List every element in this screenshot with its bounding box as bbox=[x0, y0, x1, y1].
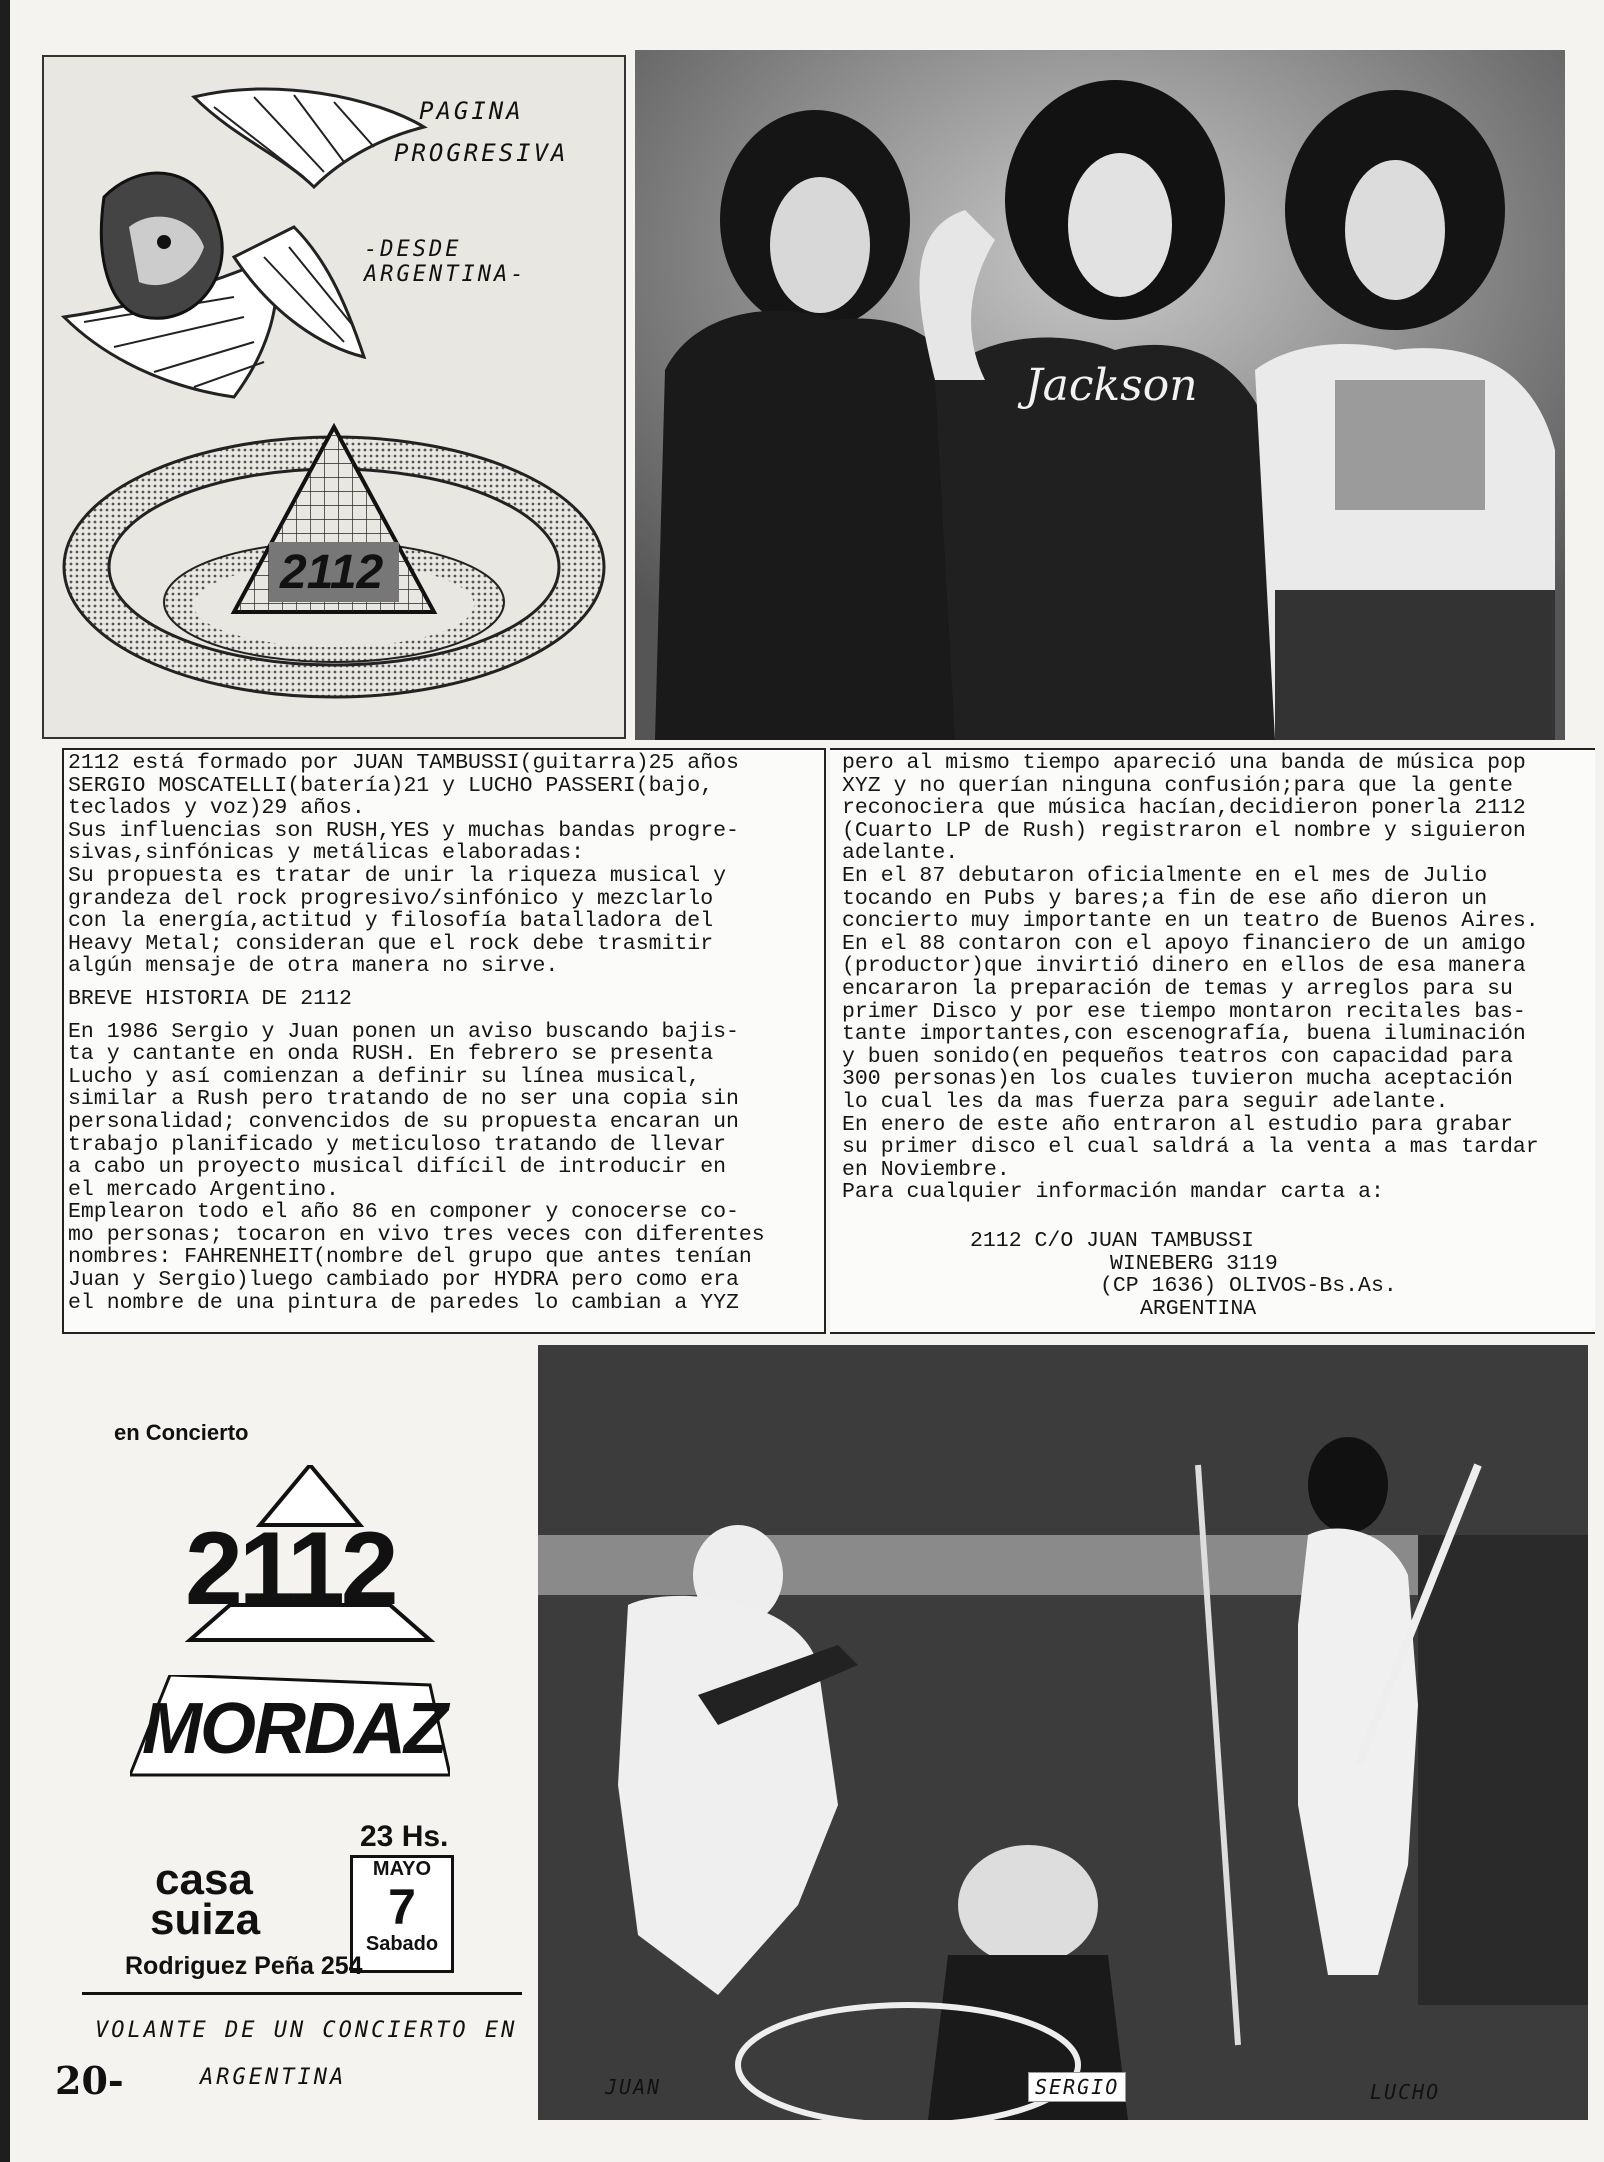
concert-time: 23 Hs. bbox=[360, 1820, 449, 1853]
article-line: Sus influencias son RUSH,YES y muchas bandas progre- bbox=[68, 818, 739, 843]
article-line: el mercado Argentino. bbox=[68, 1177, 339, 1202]
logo-2112-text: 2112 bbox=[280, 546, 384, 599]
article-line: y buen sonido(en pequeños teatros con capacidad para bbox=[842, 1044, 1513, 1069]
page-number: 20- bbox=[55, 2058, 124, 2103]
article-line: En el 87 debutaron oficialmente en el mes de Julio bbox=[842, 863, 1488, 888]
concert-flyer bbox=[80, 1360, 530, 2000]
article-line: Lucho y así comienzan a definir su línea musical, bbox=[68, 1064, 701, 1089]
article-line: en Noviembre. bbox=[842, 1157, 1010, 1182]
article-line: primer Disco y por ese tiempo montaron recitales bas- bbox=[842, 999, 1526, 1024]
article-line: reconociera que música hacían,decidieron ponerla 2112 bbox=[842, 796, 1526, 821]
venue-address: Rodriguez Peña 254 bbox=[125, 1952, 363, 1980]
article-line: similar a Rush pero tratando de no ser una copia sin bbox=[68, 1087, 739, 1112]
venue-name-line1: casa bbox=[155, 1855, 253, 1904]
in-concert-label: en Concierto bbox=[114, 1420, 249, 1445]
flyer-band-name: 2112 bbox=[185, 1511, 395, 1627]
volante-caption-line1: VOLANTE DE UN CONCIERTO EN bbox=[95, 2018, 518, 2043]
date-weekday: Sabado bbox=[365, 1933, 439, 1955]
article-line: Juan y Sergio)luego cambiado por HYDRA pero como era bbox=[68, 1268, 739, 1293]
article-left-text bbox=[68, 752, 822, 1314]
venue-name-line2: suiza bbox=[150, 1895, 261, 1944]
article-line: 2112 está formado por JUAN TAMBUSSI(guitarra)25 años bbox=[68, 751, 739, 775]
article-line: adelante. bbox=[842, 841, 959, 866]
article-line: lo cual les da mas fuerza para seguir adelante. bbox=[842, 1089, 1449, 1114]
article-line: Su propuesta es tratar de unir la riqueza musical y bbox=[68, 863, 727, 888]
article-line: En enero de este año entraron al estudio para grabar bbox=[842, 1112, 1513, 1137]
caption-sergio: SERGIO bbox=[1028, 2072, 1126, 2102]
logo-panel bbox=[42, 55, 626, 739]
article-line: su primer disco el cual saldrá a la venta a mas tardar bbox=[842, 1135, 1539, 1160]
article-line: En el 88 contaron con el apoyo financiero de un amigo bbox=[842, 931, 1526, 956]
address-line: WINEBERG 3119 bbox=[1110, 1251, 1278, 1276]
date-box bbox=[350, 1855, 454, 1973]
article-line: XYZ y no querían ninguna confusión;para que la gente bbox=[842, 773, 1513, 798]
article-line: concierto muy importante en un teatro de Buenos Aires. bbox=[842, 909, 1539, 934]
article-line: grandeza del rock progresivo/sinfónico y mezclarlo bbox=[68, 886, 714, 911]
article-line: Emplearon todo el año 86 en componer y conocerse co- bbox=[68, 1200, 739, 1225]
article-line: sivas,sinfónicas y metálicas elaboradas: bbox=[68, 841, 585, 866]
article-line: encararon la preparación de temas y arreglos para su bbox=[842, 976, 1513, 1001]
article-right-text bbox=[842, 752, 1592, 1204]
article-line: Para cualquier información mandar carta a: bbox=[842, 1180, 1384, 1205]
article-line: personalidad; convencidos de su propuesta encaran un bbox=[68, 1109, 739, 1134]
flyer-divider bbox=[82, 1992, 522, 1995]
band-photo bbox=[635, 50, 1565, 740]
article-line: algún mensaje de otra manera no sirve. bbox=[68, 954, 559, 979]
band-photo-image bbox=[635, 50, 1565, 740]
article-line: En 1986 Sergio y Juan ponen un aviso buscando bajis- bbox=[68, 1019, 739, 1044]
article-line: 300 personas)en los cuales tuvieron mucha aceptación bbox=[842, 1067, 1513, 1092]
article-line: trabajo planificado y meticuloso tratando de llevar bbox=[68, 1132, 727, 1157]
article-line: con la energía,actitud y filosofía batalladora del bbox=[68, 909, 714, 934]
article-line: el nombre de una pintura de paredes lo cambian a YYZ bbox=[68, 1290, 739, 1315]
article-line: Heavy Metal; consideran que el rock debe trasmitir bbox=[68, 931, 714, 956]
page-subtitle: -DESDE ARGENTINA- bbox=[364, 237, 527, 287]
date-day: 7 bbox=[388, 1879, 416, 1935]
address-line: 2112 C/O JUAN TAMBUSSI bbox=[970, 1229, 1254, 1253]
article-line: tocando en Pubs y bares;a fin de ese año dieron un bbox=[842, 886, 1488, 911]
address-line: (CP 1636) OLIVOS-Bs.As. bbox=[1100, 1274, 1397, 1299]
article-line: a cabo un proyecto musical difícil de introducir en bbox=[68, 1155, 727, 1180]
caption-lucho: LUCHO bbox=[1370, 2080, 1441, 2104]
support-band-name: MORDAZ bbox=[142, 1689, 446, 1769]
article-line: pero al mismo tiempo apareció una banda de música pop bbox=[842, 751, 1526, 775]
article-line: (productor)que invirtió dinero en ellos de esa manera bbox=[842, 954, 1526, 979]
live-photo bbox=[538, 1345, 1588, 2120]
article-line: mo personas; tocaron en vivo tres veces con diferentes bbox=[68, 1222, 765, 1247]
page-title-line1: PAGINA bbox=[419, 97, 524, 125]
contact-address bbox=[970, 1230, 1397, 1320]
address-line: ARGENTINA bbox=[1140, 1296, 1257, 1321]
article-line: (Cuarto LP de Rush) registraron el nombre y siguieron bbox=[842, 818, 1526, 843]
live-photo-image bbox=[538, 1345, 1588, 2120]
volante-caption-line2: ARGENTINA bbox=[200, 2065, 347, 2090]
article-right-column bbox=[830, 748, 1595, 1334]
caption-juan: JUAN bbox=[605, 2075, 662, 2099]
jackson-shirt-logo: Jackson bbox=[1025, 360, 1198, 411]
scan-edge bbox=[0, 0, 10, 2162]
article-line: nombres: FAHRENHEIT(nombre del grupo que antes tenían bbox=[68, 1245, 752, 1270]
article-line: ta y cantante en onda RUSH. En febrero se presenta bbox=[68, 1042, 714, 1067]
article-line: tante importantes,con escenografía, buena iluminación bbox=[842, 1022, 1526, 1047]
section-heading: BREVE HISTORIA DE 2112 bbox=[68, 986, 352, 1011]
article-line: teclados y voz)29 años. bbox=[68, 796, 365, 821]
article-line: SERGIO MOSCATELLI(batería)21 y LUCHO PASSERI(bajo, bbox=[68, 773, 714, 798]
page-title-line2: PROGRESIVA bbox=[394, 139, 569, 167]
date-month: MAYO bbox=[372, 1858, 432, 1880]
article-left-column bbox=[62, 748, 826, 1334]
